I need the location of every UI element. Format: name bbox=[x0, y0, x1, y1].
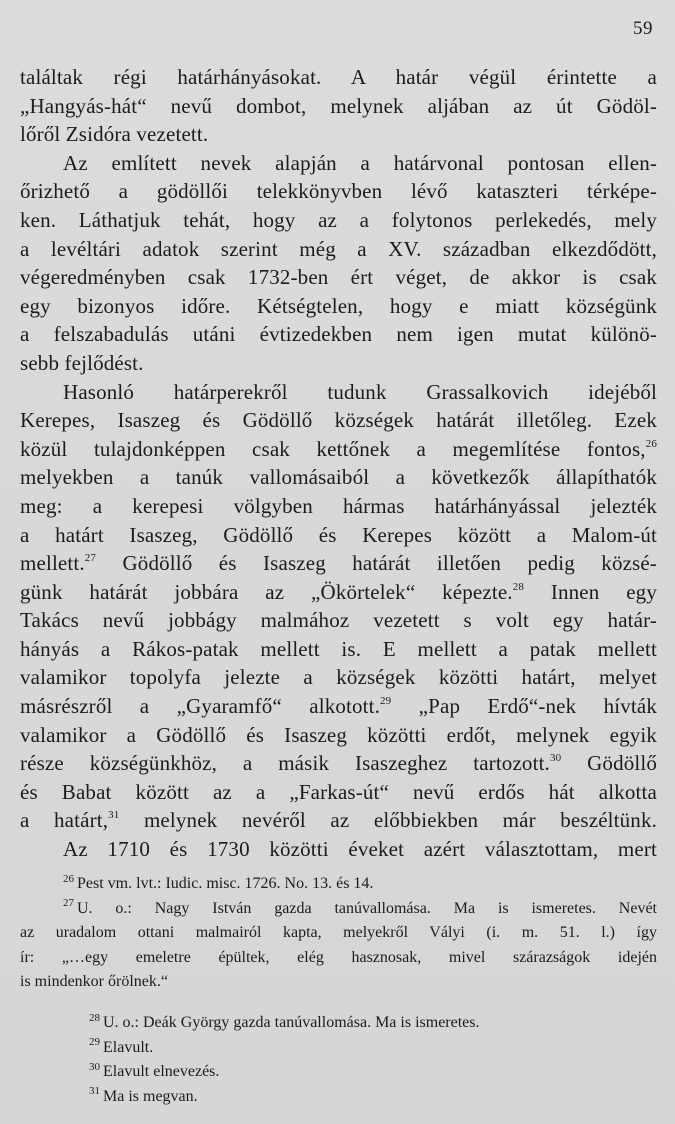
text-line bbox=[20, 435, 657, 464]
footnote-reference: 30 bbox=[549, 752, 562, 765]
text-line-content: másrészről a „Gyaramfő“ alkotott. bbox=[20, 694, 381, 719]
text-line-content: Az 1710 és 1730 közötti éveket azért választottam, mert bbox=[63, 837, 657, 862]
text-line-content: „Hangyás-hát“ nevű dombot, melynek aljában az út Gödöl- bbox=[20, 93, 657, 118]
footnote-text: Elavult elnevezés. bbox=[103, 1063, 220, 1080]
text-line bbox=[20, 778, 657, 807]
text-line bbox=[20, 463, 657, 492]
text-line-content: a határt Isaszeg, Gödöllő és Kerepes között a Malom-út bbox=[20, 522, 657, 547]
text-line bbox=[20, 835, 657, 864]
text-line bbox=[20, 635, 657, 664]
footnote-number: 27 bbox=[63, 897, 74, 910]
text-line-content: végeredményben csak 1732-ben ért véget, de akkor is csak bbox=[20, 265, 657, 290]
text-line-continuation: Innen egy bbox=[524, 579, 657, 604]
footnote-reference: 29 bbox=[380, 695, 392, 708]
text-line-content: valamikor a Gödöllő és Isaszeg közötti erdőt, melynek egyik bbox=[20, 722, 657, 747]
text-line-content: lőről Zsidóra vezetett. bbox=[20, 122, 209, 147]
text-line-content: ken. Láthatjuk tehát, hogy az a folytonos perlekedés, mely bbox=[20, 207, 657, 232]
footnote-reference: 31 bbox=[108, 809, 120, 822]
footnote-reference: 26 bbox=[645, 437, 657, 450]
text-line bbox=[20, 406, 657, 435]
text-line-content: melyekben a tanúk vallomásaiból a következők állapíthatók bbox=[20, 465, 657, 490]
text-line bbox=[20, 663, 657, 692]
footnote-line bbox=[20, 1011, 657, 1036]
text-line-content: meg: a kerepesi völgyben hármas határhányással jelezték bbox=[20, 493, 657, 518]
footnotes-bottom bbox=[20, 1011, 657, 1109]
text-line-content: Hasonló határperekről tudunk Grassalkovich idejéből bbox=[63, 379, 657, 404]
text-line-continuation: „Pap Erdő“-nek hívták bbox=[391, 694, 657, 719]
footnote-text: U. o.: Nagy István gazda tanúvallomása. Ma is ismeretes. Nevét bbox=[77, 899, 657, 917]
footnote-text: Elavult. bbox=[103, 1038, 154, 1056]
footnote-number: 26 bbox=[63, 872, 74, 885]
footnote-text: ír: „…egy emeletre épültek, elég hasznosak, mivel szárazságok idején bbox=[20, 948, 657, 966]
text-line-content: őrizhető a gödöllői telekkönyvben lévő kataszteri térképe- bbox=[20, 179, 657, 204]
footnote-text: U. o.: Deák György gazda tanúvallomása. Ma is ismeretes. bbox=[103, 1014, 480, 1031]
footnote-reference: 28 bbox=[512, 580, 524, 593]
text-line-continuation: Gödöllő és Isaszeg határát illetően pedig közsé- bbox=[96, 551, 657, 576]
text-line bbox=[20, 235, 657, 264]
text-line-continuation: melynek nevéről az előbbiekben már beszéltünk. bbox=[119, 808, 657, 833]
text-line-content: találtak régi határhányásokat. A határ végül érintette a bbox=[20, 65, 657, 89]
footnote-text: is mindenkor őrölnek.“ bbox=[20, 973, 168, 990]
footnote-text: Pest vm. lvt.: Iudic. misc. 1726. No. 13. és 14. bbox=[77, 875, 374, 892]
text-line-content: sebb fejlődést. bbox=[20, 350, 144, 375]
text-line bbox=[20, 320, 657, 349]
text-line bbox=[20, 749, 657, 778]
footnote-line bbox=[20, 970, 657, 995]
text-line bbox=[20, 521, 657, 550]
text-line-content: a levéltári adatok szerint még a XV. században elkezdődött, bbox=[20, 236, 657, 261]
text-line bbox=[20, 692, 657, 721]
text-line bbox=[20, 292, 657, 321]
text-line-content: mellett. bbox=[20, 551, 85, 576]
text-line bbox=[20, 263, 657, 292]
text-line-content: egy bizonyos időre. Kétségtelen, hogy e miatt községünk bbox=[20, 293, 657, 318]
text-line bbox=[20, 606, 657, 635]
footnote-reference: 27 bbox=[84, 552, 97, 565]
text-line-content: és Babat között az a „Farkas-út“ nevű erdős hát alkotta bbox=[20, 779, 657, 804]
text-line-content: Kerepes, Isaszeg és Gödöllő községek határát illetőleg. Ezek bbox=[20, 408, 657, 433]
text-line bbox=[20, 206, 657, 235]
text-line bbox=[20, 549, 657, 578]
text-line-content: valamikor topolyfa jelezte a községek közötti határt, melyet bbox=[20, 665, 657, 690]
text-line bbox=[20, 378, 657, 407]
text-line-content: közül tulajdonképpen csak kettőnek a megemlítése fontos, bbox=[20, 436, 646, 461]
text-line-content: a felszabadulás utáni évtizedekben nem igen mutat különö- bbox=[20, 322, 657, 347]
footnotes-top bbox=[20, 872, 657, 995]
footnote-line bbox=[20, 946, 657, 971]
footnote-number: 29 bbox=[89, 1036, 100, 1049]
text-line-content: Az említett nevek alapján a határvonal pontosan ellen- bbox=[63, 150, 657, 175]
footnote-line bbox=[20, 1060, 657, 1085]
footnote-line bbox=[20, 1085, 657, 1110]
text-line bbox=[20, 492, 657, 521]
text-line bbox=[20, 578, 657, 607]
footnote-text: Ma is megvan. bbox=[103, 1087, 198, 1105]
text-line bbox=[20, 149, 657, 178]
text-line-content: günk határát jobbára az „Ökörtelek“ képezte. bbox=[20, 579, 513, 604]
footnote-text: az uradalom ottani malmairól kapta, melyekről Vályi (i. m. 51. l.) így bbox=[20, 924, 657, 941]
page-number: 59 bbox=[633, 18, 653, 39]
text-line bbox=[20, 177, 657, 206]
text-line-content: Takács nevű jobbágy malmához vezetett s volt egy határ- bbox=[20, 608, 657, 633]
text-line-continuation: Gödöllő bbox=[561, 751, 657, 776]
footnote-number: 31 bbox=[89, 1085, 100, 1098]
footnote-number: 30 bbox=[89, 1060, 100, 1073]
footnote-line bbox=[20, 1036, 657, 1061]
text-line-content: hányás a Rákos-patak mellett is. E mellett a patak mellett bbox=[20, 636, 657, 661]
footnote-line bbox=[20, 872, 657, 897]
footnote-line bbox=[20, 897, 657, 922]
text-line bbox=[20, 721, 657, 750]
text-line-content: része községünkhöz, a másik Isaszeghez tartozott. bbox=[20, 751, 550, 776]
footnote-line bbox=[20, 921, 657, 946]
text-line bbox=[20, 349, 657, 378]
text-line-content: a határt, bbox=[20, 808, 109, 833]
text-line bbox=[20, 120, 657, 149]
main-text bbox=[20, 63, 657, 864]
footnote-number: 28 bbox=[89, 1011, 100, 1024]
text-line bbox=[20, 92, 657, 121]
text-line bbox=[20, 63, 657, 92]
text-line bbox=[20, 806, 657, 835]
